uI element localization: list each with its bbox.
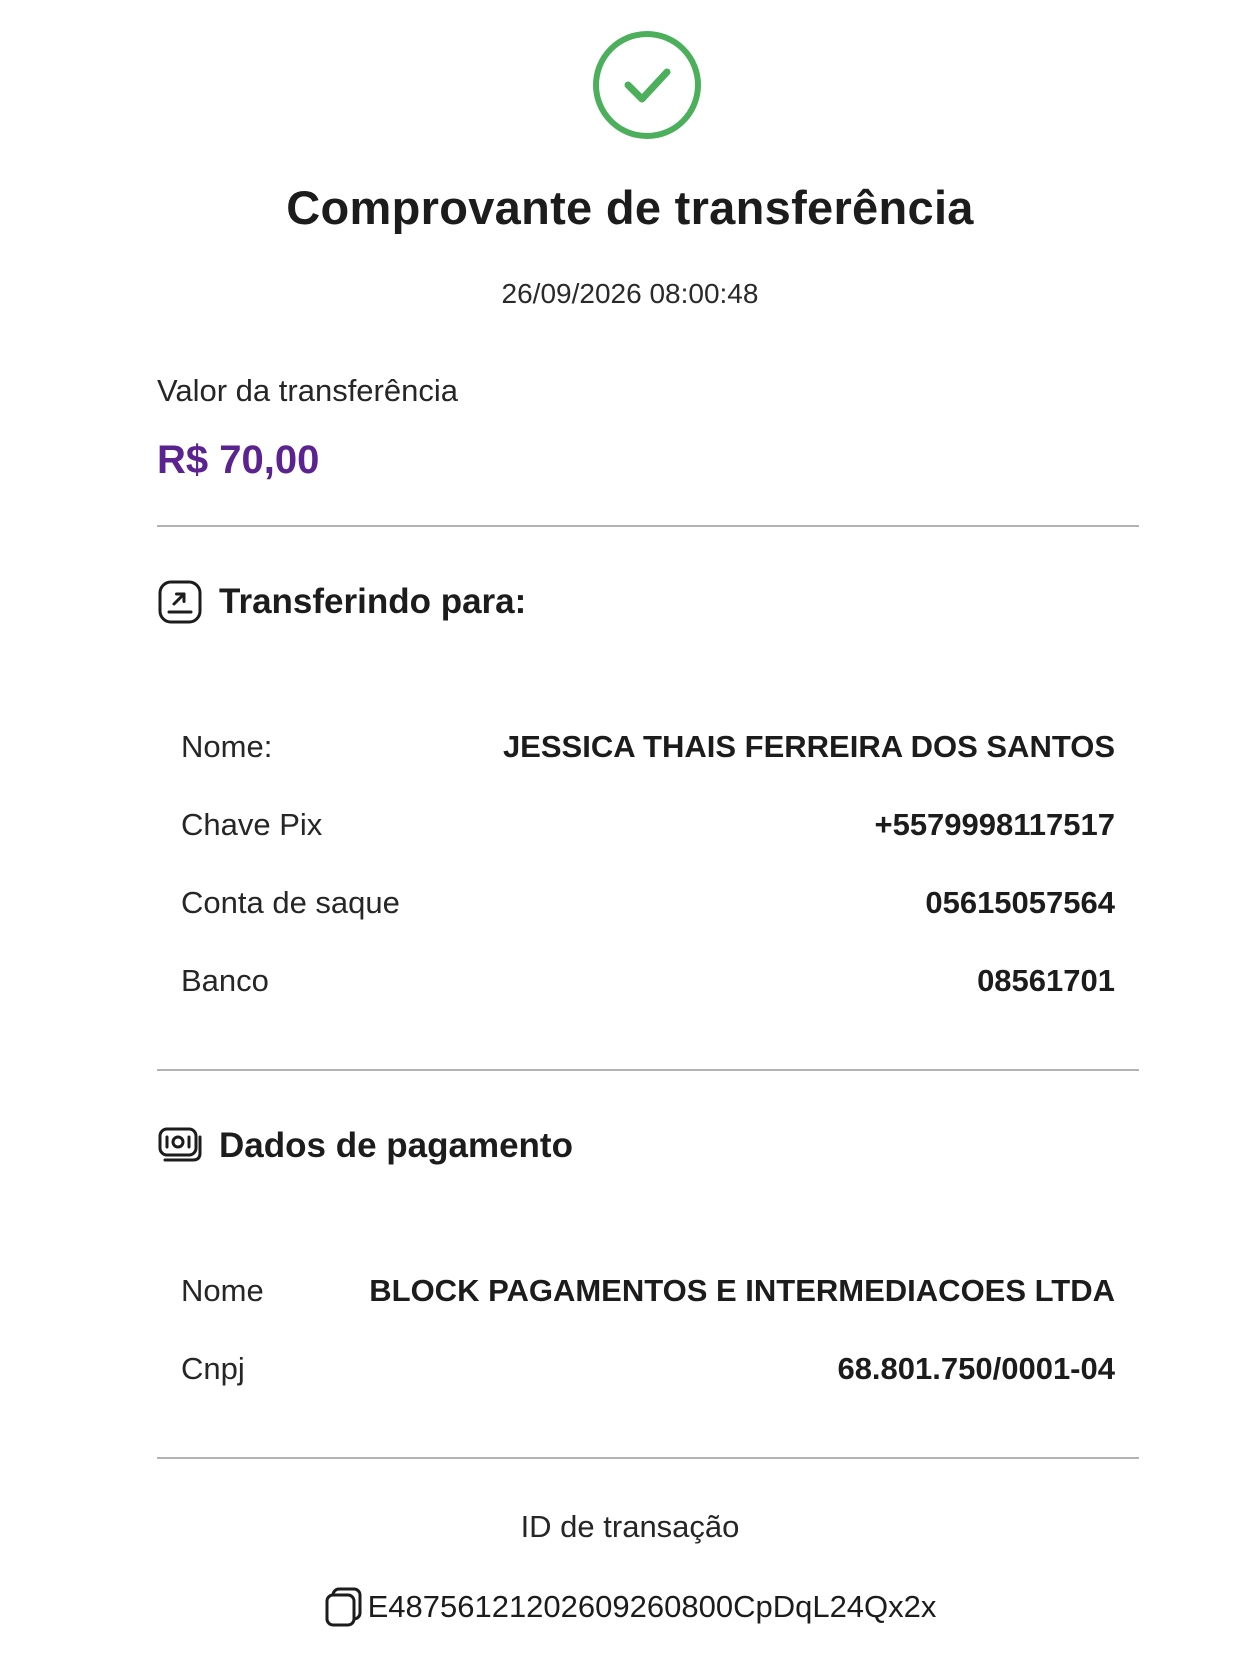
payment-section-header bbox=[157, 1121, 573, 1171]
payment-section-title: Dados de pagamento bbox=[219, 1126, 573, 1165]
copy-icon[interactable] bbox=[324, 1586, 364, 1628]
row-label: Nome bbox=[181, 1273, 264, 1308]
row-value: 68.801.750/0001-04 bbox=[837, 1351, 1115, 1386]
row-value: BLOCK PAGAMENTOS E INTERMEDIACOES LTDA bbox=[369, 1273, 1115, 1308]
payment-row-cnpj bbox=[181, 1347, 1115, 1391]
recipient-row-name bbox=[181, 725, 1115, 769]
row-label: Nome: bbox=[181, 729, 273, 764]
row-label: Conta de saque bbox=[181, 885, 400, 920]
transfer-datetime: 26/09/2026 08:00:48 bbox=[501, 278, 759, 309]
row-value: JESSICA THAIS FERREIRA DOS SANTOS bbox=[502, 729, 1115, 764]
payment-row-name bbox=[181, 1269, 1115, 1313]
row-label: Chave Pix bbox=[181, 807, 323, 842]
check-circle-icon bbox=[592, 30, 702, 140]
recipient-section-header bbox=[157, 577, 526, 627]
recipient-row-pix-key bbox=[181, 803, 1115, 847]
recipient-row-bank bbox=[181, 959, 1115, 1003]
row-label: Cnpj bbox=[181, 1351, 245, 1386]
transaction-id-label: ID de transação bbox=[520, 1509, 740, 1544]
row-value: 08561701 bbox=[977, 963, 1115, 998]
divider bbox=[157, 1069, 1139, 1071]
cash-icon bbox=[157, 1123, 203, 1169]
recipient-section-title: Transferindo para: bbox=[219, 582, 527, 621]
transaction-id-value: E48756121202609260800CpDqL24Qx2x bbox=[367, 1589, 937, 1624]
transfer-out-icon bbox=[157, 579, 203, 625]
page-title: Comprovante de transferência bbox=[286, 181, 974, 234]
recipient-row-account bbox=[181, 881, 1115, 925]
transaction-id-copy[interactable] bbox=[0, 1586, 1260, 1628]
divider bbox=[157, 525, 1139, 527]
amount-value: R$ 70,00 bbox=[157, 438, 320, 482]
row-label: Banco bbox=[181, 963, 269, 998]
amount-label: Valor da transferência bbox=[157, 373, 458, 408]
row-value: 05615057564 bbox=[925, 885, 1115, 920]
divider bbox=[157, 1457, 1139, 1459]
row-value: +5579998117517 bbox=[874, 807, 1115, 842]
